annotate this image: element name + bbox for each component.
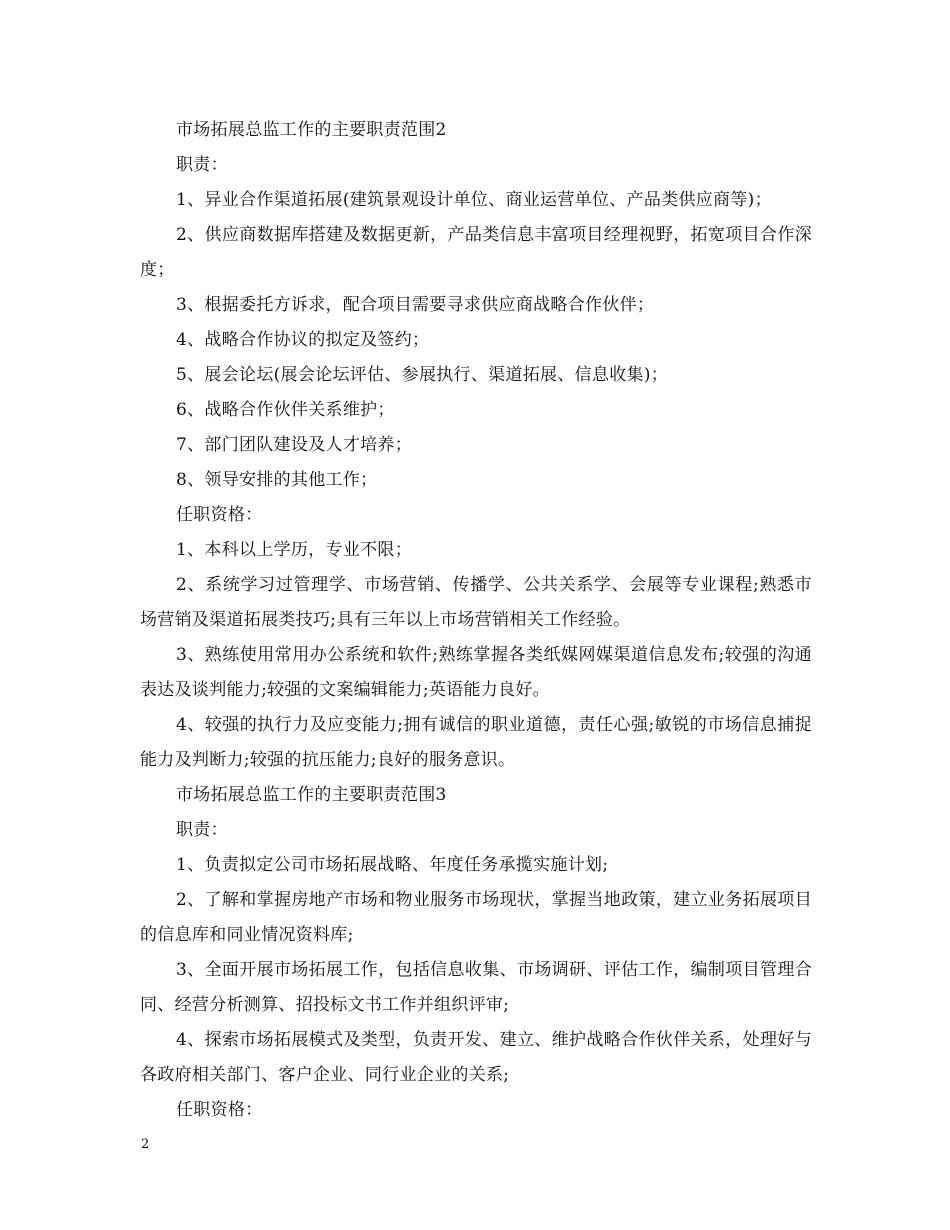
document-body — [140, 113, 812, 1128]
duty-item: 5、展会论坛(展会论坛评估、参展执行、渠道拓展、信息收集)； — [176, 365, 669, 385]
subheading-duties: 职责： — [176, 820, 228, 840]
duty-item: 6、战略合作伙伴关系维护； — [176, 400, 395, 420]
qualification-item: 4、较强的执行力及应变能力;拥有诚信的职业道德，责任心强;敏锐的市场信息捕捉能力及判断力;较强的抗压能力;良好的服务意识。 — [140, 715, 812, 770]
duty-item: 4、战略合作协议的拟定及签约； — [176, 330, 430, 350]
duty-item: 2、了解和掌握房地产市场和物业服务市场现状，掌握当地政策，建立业务拓展项目的信息库和同业情况资料库; — [140, 890, 812, 945]
qualification-item: 2、系统学习过管理学、市场营销、传播学、公共关系学、会展等专业课程;熟悉市场营销及渠道拓展类技巧;具有三年以上市场营销相关工作经验。 — [140, 575, 812, 630]
qualification-item: 1、本科以上学历，专业不限； — [176, 540, 413, 560]
qualification-item: 3、熟练使用常用办公系统和软件;熟练掌握各类纸媒网媒渠道信息发布;较强的沟通表达及谈判能力;较强的文案编辑能力;英语能力良好。 — [140, 645, 812, 700]
section-heading: 市场拓展总监工作的主要职责范围3 — [176, 785, 447, 805]
duty-item: 3、根据委托方诉求，配合项目需要寻求供应商战略合作伙伴； — [176, 295, 655, 315]
duty-item: 3、全面开展市场拓展工作，包括信息收集、市场调研、评估工作，编制项目管理合同、经营分析测算、招投标文书工作并组织评审; — [140, 960, 812, 1015]
duty-item: 1、负责拟定公司市场拓展战略、年度任务承揽实施计划; — [176, 855, 609, 875]
subheading-qualifications: 任职资格： — [176, 505, 263, 525]
subheading-duties: 职责： — [176, 155, 228, 175]
duty-item: 7、部门团队建设及人才培养； — [176, 435, 413, 455]
page-number: 2 — [141, 1137, 150, 1152]
duty-item: 2、供应商数据库搭建及数据更新，产品类信息丰富项目经理视野，拓宽项目合作深度； — [140, 225, 812, 280]
duty-item: 1、异业合作渠道拓展(建筑景观设计单位、商业运营单位、产品类供应商等)； — [176, 190, 772, 210]
duty-item: 4、探索市场拓展模式及类型，负责开发、建立、维护战略合作伙伴关系，处理好与各政府相关部门、客户企业、同行业企业的关系; — [140, 1030, 812, 1085]
duty-item: 8、领导安排的其他工作； — [176, 470, 378, 490]
subheading-qualifications: 任职资格： — [176, 1100, 263, 1120]
section-heading: 市场拓展总监工作的主要职责范围2 — [176, 120, 447, 140]
